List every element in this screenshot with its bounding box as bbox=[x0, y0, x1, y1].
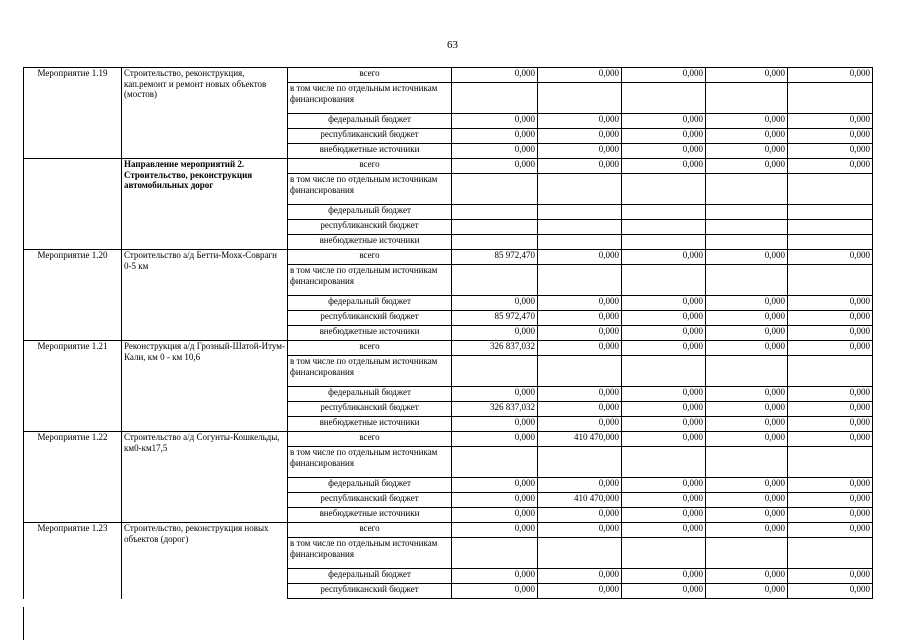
amount-cell: 0,000 bbox=[788, 311, 873, 326]
funding-source: в том числе по отдельным источникам финансирования bbox=[288, 265, 452, 296]
amount-cell: 0,000 bbox=[538, 341, 622, 356]
funding-source: внебюджетные источники bbox=[288, 417, 452, 432]
amount-cell: 0,000 bbox=[452, 296, 538, 311]
amount-cell: 0,000 bbox=[622, 326, 706, 341]
amount-cell: 0,000 bbox=[622, 402, 706, 417]
amount-cell: 85 972,470 bbox=[452, 250, 538, 265]
amount-cell bbox=[706, 265, 788, 296]
amount-cell: 0,000 bbox=[788, 478, 873, 493]
amount-cell: 0,000 bbox=[706, 387, 788, 402]
amount-cell: 0,000 bbox=[452, 114, 538, 129]
measure-name: Строительство а/д Согунты-Кошкельды, км0-км17,5 bbox=[122, 432, 288, 523]
amount-cell: 0,000 bbox=[452, 159, 538, 174]
amount-cell: 0,000 bbox=[788, 569, 873, 584]
table-row bbox=[24, 523, 873, 538]
amount-cell bbox=[452, 220, 538, 235]
amount-cell: 0,000 bbox=[788, 250, 873, 265]
funding-source: республиканский бюджет bbox=[288, 493, 452, 508]
amount-cell: 0,000 bbox=[538, 250, 622, 265]
amount-cell bbox=[622, 447, 706, 478]
amount-cell bbox=[538, 356, 622, 387]
amount-cell: 0,000 bbox=[622, 569, 706, 584]
amount-cell: 0,000 bbox=[622, 144, 706, 159]
amount-cell: 0,000 bbox=[706, 129, 788, 144]
amount-cell: 0,000 bbox=[622, 387, 706, 402]
measure-name: Строительство, реконструкция новых объектов (дорог) bbox=[122, 523, 288, 599]
funding-source: в том числе по отдельным источникам финансирования bbox=[288, 447, 452, 478]
table-row bbox=[24, 341, 873, 356]
amount-cell bbox=[538, 447, 622, 478]
amount-cell: 0,000 bbox=[706, 311, 788, 326]
amount-cell: 0,000 bbox=[706, 417, 788, 432]
amount-cell bbox=[788, 265, 873, 296]
amount-cell: 0,000 bbox=[538, 326, 622, 341]
funding-source: республиканский бюджет bbox=[288, 584, 452, 599]
amount-cell: 0,000 bbox=[706, 508, 788, 523]
amount-cell bbox=[788, 538, 873, 569]
funding-source: федеральный бюджет bbox=[288, 205, 452, 220]
amount-cell bbox=[788, 447, 873, 478]
measure-code bbox=[24, 159, 122, 250]
amount-cell: 0,000 bbox=[538, 417, 622, 432]
amount-cell: 0,000 bbox=[706, 569, 788, 584]
amount-cell bbox=[788, 220, 873, 235]
amount-cell: 0,000 bbox=[452, 417, 538, 432]
amount-cell: 0,000 bbox=[622, 417, 706, 432]
amount-cell bbox=[788, 356, 873, 387]
amount-cell bbox=[452, 205, 538, 220]
amount-cell bbox=[538, 205, 622, 220]
amount-cell bbox=[622, 83, 706, 114]
amount-cell bbox=[622, 356, 706, 387]
funding-source: всего bbox=[288, 250, 452, 265]
amount-cell bbox=[452, 356, 538, 387]
amount-cell: 0,000 bbox=[622, 432, 706, 447]
amount-cell: 0,000 bbox=[622, 508, 706, 523]
funding-source: в том числе по отдельным источникам финансирования bbox=[288, 83, 452, 114]
amount-cell: 0,000 bbox=[538, 523, 622, 538]
measure-code: Мероприятие 1.23 bbox=[24, 523, 122, 599]
amount-cell: 0,000 bbox=[622, 493, 706, 508]
amount-cell: 0,000 bbox=[788, 584, 873, 599]
amount-cell bbox=[538, 265, 622, 296]
amount-cell bbox=[788, 174, 873, 205]
amount-cell: 0,000 bbox=[538, 584, 622, 599]
amount-cell: 0,000 bbox=[788, 523, 873, 538]
funding-source: всего bbox=[288, 159, 452, 174]
amount-cell: 0,000 bbox=[788, 493, 873, 508]
funding-source: федеральный бюджет bbox=[288, 569, 452, 584]
amount-cell: 0,000 bbox=[538, 569, 622, 584]
amount-cell: 0,000 bbox=[538, 129, 622, 144]
funding-source: федеральный бюджет bbox=[288, 296, 452, 311]
funding-source: республиканский бюджет bbox=[288, 129, 452, 144]
funding-source: всего bbox=[288, 523, 452, 538]
amount-cell bbox=[788, 83, 873, 114]
funding-source: в том числе по отдельным источникам финансирования bbox=[288, 538, 452, 569]
amount-cell: 410 470,000 bbox=[538, 432, 622, 447]
measure-code: Мероприятие 1.21 bbox=[24, 341, 122, 432]
funding-source: внебюджетные источники bbox=[288, 144, 452, 159]
measure-name: Строительство, реконструкция, кап.ремонт и ремонт новых объектов (мостов) bbox=[122, 68, 288, 159]
amount-cell bbox=[622, 220, 706, 235]
amount-cell bbox=[622, 538, 706, 569]
page-number: 63 bbox=[447, 39, 458, 51]
amount-cell: 0,000 bbox=[538, 144, 622, 159]
amount-cell: 0,000 bbox=[622, 478, 706, 493]
amount-cell: 0,000 bbox=[538, 68, 622, 83]
amount-cell: 0,000 bbox=[788, 129, 873, 144]
funding-source: внебюджетные источники bbox=[288, 326, 452, 341]
amount-cell: 0,000 bbox=[788, 341, 873, 356]
amount-cell bbox=[452, 538, 538, 569]
measure-name: Строительство а/д Бетти-Мохк-Соврагн 0-5 км bbox=[122, 250, 288, 341]
amount-cell bbox=[452, 235, 538, 250]
funding-source: всего bbox=[288, 68, 452, 83]
amount-cell bbox=[452, 265, 538, 296]
amount-cell bbox=[538, 235, 622, 250]
amount-cell: 0,000 bbox=[706, 144, 788, 159]
amount-cell: 0,000 bbox=[706, 478, 788, 493]
amount-cell bbox=[538, 220, 622, 235]
amount-cell: 0,000 bbox=[706, 159, 788, 174]
amount-cell bbox=[452, 83, 538, 114]
amount-cell: 0,000 bbox=[452, 129, 538, 144]
amount-cell: 0,000 bbox=[706, 250, 788, 265]
amount-cell bbox=[706, 83, 788, 114]
amount-cell: 0,000 bbox=[452, 68, 538, 83]
amount-cell: 0,000 bbox=[622, 584, 706, 599]
table-row bbox=[24, 250, 873, 265]
amount-cell: 0,000 bbox=[706, 296, 788, 311]
amount-cell bbox=[538, 83, 622, 114]
amount-cell: 326 837,032 bbox=[452, 402, 538, 417]
amount-cell: 0,000 bbox=[538, 387, 622, 402]
amount-cell: 0,000 bbox=[452, 569, 538, 584]
amount-cell: 0,000 bbox=[706, 493, 788, 508]
amount-cell: 0,000 bbox=[452, 478, 538, 493]
amount-cell: 0,000 bbox=[538, 478, 622, 493]
table-row bbox=[24, 432, 873, 447]
measure-code: Мероприятие 1.19 bbox=[24, 68, 122, 159]
amount-cell: 0,000 bbox=[788, 417, 873, 432]
amount-cell: 0,000 bbox=[788, 326, 873, 341]
amount-cell bbox=[706, 235, 788, 250]
amount-cell: 0,000 bbox=[452, 144, 538, 159]
funding-source: республиканский бюджет bbox=[288, 220, 452, 235]
amount-cell bbox=[706, 205, 788, 220]
amount-cell bbox=[538, 174, 622, 205]
table-row bbox=[24, 68, 873, 83]
amount-cell bbox=[622, 265, 706, 296]
amount-cell: 0,000 bbox=[788, 68, 873, 83]
funding-source: в том числе по отдельным источникам финансирования bbox=[288, 174, 452, 205]
amount-cell: 0,000 bbox=[452, 326, 538, 341]
amount-cell: 0,000 bbox=[788, 508, 873, 523]
amount-cell bbox=[622, 235, 706, 250]
amount-cell: 0,000 bbox=[538, 114, 622, 129]
amount-cell: 0,000 bbox=[538, 402, 622, 417]
measure-name: Реконструкция а/д Грозный-Шатой-Итум-Кали, км 0 - км 10,6 bbox=[122, 341, 288, 432]
amount-cell: 0,000 bbox=[706, 402, 788, 417]
budget-table bbox=[23, 67, 873, 599]
funding-source: всего bbox=[288, 341, 452, 356]
amount-cell: 0,000 bbox=[538, 508, 622, 523]
amount-cell: 0,000 bbox=[788, 114, 873, 129]
amount-cell: 0,000 bbox=[452, 584, 538, 599]
funding-source: республиканский бюджет bbox=[288, 311, 452, 326]
amount-cell: 85 972,470 bbox=[452, 311, 538, 326]
amount-cell: 0,000 bbox=[622, 341, 706, 356]
amount-cell: 0,000 bbox=[706, 523, 788, 538]
amount-cell: 0,000 bbox=[452, 387, 538, 402]
amount-cell: 0,000 bbox=[452, 432, 538, 447]
amount-cell: 0,000 bbox=[706, 584, 788, 599]
amount-cell: 0,000 bbox=[706, 341, 788, 356]
amount-cell: 0,000 bbox=[706, 68, 788, 83]
amount-cell: 0,000 bbox=[622, 296, 706, 311]
funding-source: всего bbox=[288, 432, 452, 447]
funding-source: в том числе по отдельным источникам финансирования bbox=[288, 356, 452, 387]
amount-cell bbox=[538, 538, 622, 569]
funding-source: внебюджетные источники bbox=[288, 235, 452, 250]
funding-source: федеральный бюджет bbox=[288, 114, 452, 129]
funding-source: республиканский бюджет bbox=[288, 402, 452, 417]
amount-cell: 0,000 bbox=[788, 387, 873, 402]
amount-cell: 0,000 bbox=[622, 523, 706, 538]
amount-cell bbox=[706, 356, 788, 387]
amount-cell bbox=[706, 174, 788, 205]
amount-cell: 0,000 bbox=[622, 68, 706, 83]
amount-cell bbox=[788, 205, 873, 220]
amount-cell: 0,000 bbox=[622, 114, 706, 129]
funding-source: федеральный бюджет bbox=[288, 387, 452, 402]
funding-source: внебюджетные источники bbox=[288, 508, 452, 523]
amount-cell: 326 837,032 bbox=[452, 341, 538, 356]
amount-cell: 0,000 bbox=[452, 508, 538, 523]
table-body bbox=[24, 68, 873, 599]
amount-cell bbox=[452, 174, 538, 205]
amount-cell bbox=[706, 538, 788, 569]
amount-cell bbox=[706, 220, 788, 235]
amount-cell: 0,000 bbox=[622, 159, 706, 174]
amount-cell: 0,000 bbox=[452, 523, 538, 538]
amount-cell: 0,000 bbox=[538, 311, 622, 326]
amount-cell: 0,000 bbox=[788, 432, 873, 447]
amount-cell: 0,000 bbox=[706, 114, 788, 129]
table-left-border-continuation bbox=[23, 607, 24, 640]
measure-name: Направление мероприятий 2. Строительство, реконструкция автомобильных дорог bbox=[122, 159, 288, 250]
amount-cell: 0,000 bbox=[788, 144, 873, 159]
amount-cell: 0,000 bbox=[788, 402, 873, 417]
amount-cell: 0,000 bbox=[622, 129, 706, 144]
amount-cell: 0,000 bbox=[622, 250, 706, 265]
funding-source: федеральный бюджет bbox=[288, 478, 452, 493]
amount-cell: 0,000 bbox=[622, 311, 706, 326]
amount-cell: 0,000 bbox=[538, 159, 622, 174]
amount-cell bbox=[622, 205, 706, 220]
amount-cell: 0,000 bbox=[538, 296, 622, 311]
table-row bbox=[24, 159, 873, 174]
amount-cell: 0,000 bbox=[788, 159, 873, 174]
amount-cell bbox=[706, 447, 788, 478]
amount-cell: 410 470,000 bbox=[538, 493, 622, 508]
amount-cell bbox=[452, 447, 538, 478]
measure-code: Мероприятие 1.22 bbox=[24, 432, 122, 523]
amount-cell: 0,000 bbox=[788, 296, 873, 311]
amount-cell bbox=[622, 174, 706, 205]
amount-cell: 0,000 bbox=[706, 326, 788, 341]
amount-cell: 0,000 bbox=[706, 432, 788, 447]
measure-code: Мероприятие 1.20 bbox=[24, 250, 122, 341]
amount-cell bbox=[788, 235, 873, 250]
amount-cell: 0,000 bbox=[452, 493, 538, 508]
